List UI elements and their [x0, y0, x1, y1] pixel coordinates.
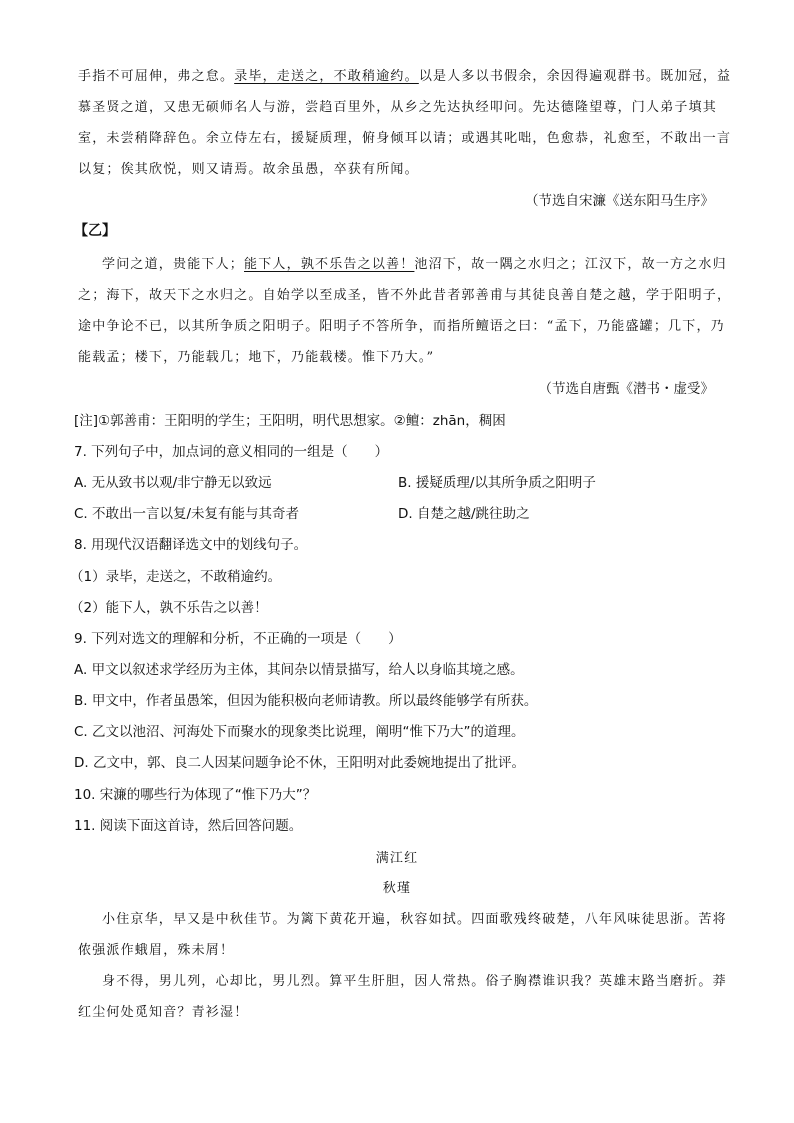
yi-line-1-post: 池沼下，故一隅之水归之；江汉下，故一方之水归 — [414, 257, 727, 272]
poem-title: 满江红 — [375, 851, 419, 866]
question-8-stem: 8. 用现代汉语翻译选文中的划线句子。 — [74, 537, 308, 553]
jia-line-1-post: 以是人多以书假余，余因得遍观群书。既加冠，益 — [418, 69, 732, 84]
question-8-item-2: （2）能下人，孰不乐告之以善！ — [70, 600, 268, 616]
question-7-option-c: C. 不敢出一言以复/未复有能与其奇者 — [74, 506, 300, 522]
poem-line-3: 身不得，男儿列，心却比，男儿烈。算平生肝胆，因人常热。俗子胸襟谁识我？英雄末路当磨折。莽 — [102, 974, 727, 989]
question-9-option-a: A. 甲文以叙述求学经历为主体，其间杂以情景描写，给人以身临其境之感。 — [74, 662, 524, 678]
yi-line-2: 之；海下，故天下之水归之。自始学以至成圣，皆不外此昔者郭善甫与其徒良善自楚之越，学于阳明子， — [78, 288, 732, 303]
yi-line-4: 能载孟；楼下，乃能载几；地下，乃能载楼。惟下乃大。” — [78, 350, 435, 365]
yi-source: （节选自唐甄《潜书・虚受》 — [538, 381, 714, 397]
question-7-option-a: A. 无从致书以观/非宁静无以致远 — [74, 475, 272, 491]
jia-source: （节选自宋濂《送东阳马生序》 — [525, 193, 714, 209]
annotation-note: [注]①郭善甫：王阳明的学生；王阳明，明代思想家。②鳣：zhān，稠困 — [74, 413, 506, 429]
question-9-stem: 9. 下列对选文的理解和分析，不正确的一项是（ ） — [74, 631, 402, 647]
yi-line-1-pre: 学问之道，贵能下人； — [102, 257, 245, 272]
question-7-stem: 7. 下列句子中，加点词的意义相同的一组是（ ） — [74, 444, 389, 460]
jia-underlined-sentence: 录毕，走送之，不敢稍逾约。 — [234, 69, 419, 84]
jia-line-1 — [78, 68, 731, 86]
yi-line-3: 途中争论不已，以其所争质之阳明子。阳明子不答所争，而指所鳣语之曰：“孟下，乃能盛罐；几下，乃 — [78, 319, 725, 334]
question-10: 10. 宋濂的哪些行为体现了“惟下乃大”？ — [74, 787, 317, 803]
jia-line-2: 慕圣贤之道，又患无硕师名人与游，尝趋百里外，从乡之先达执经叩问。先达德隆望尊，门人弟子填其 — [78, 100, 718, 115]
yi-line-1 — [102, 256, 727, 274]
poem-author: 秋瑾 — [382, 881, 412, 896]
jia-line-4: 以复；俟其欣悦，则又请焉。故余虽愚，卒获有所闻。 — [78, 162, 419, 177]
question-9-option-c: C. 乙文以池沼、河海处下而聚水的现象类比说理，阐明“惟下乃大”的道理。 — [74, 724, 525, 740]
question-7-option-b: B. 援疑质理/以其所争质之阳明子 — [398, 475, 596, 491]
poem-line-4: 红尘何处觅知音？青衫湿！ — [78, 1005, 249, 1020]
question-8-item-1: （1）录毕，走送之，不敢稍逾约。 — [70, 569, 282, 585]
jia-line-1-pre: 手指不可屈伸，弗之怠。 — [78, 69, 235, 84]
question-9-option-b: B. 甲文中，作者虽愚笨，但因为能积极向老师请教。所以最终能够学有所获。 — [74, 693, 538, 709]
poem-line-1: 小住京华，早又是中秋佳节。为篱下黄花开遍，秋容如拭。四面歌残终破楚，八年风味徒思浙。苦将 — [102, 912, 727, 927]
yi-underlined-sentence: 能下人，孰不乐告之以善！ — [244, 257, 415, 272]
jia-line-3: 室，未尝稍降辞色。余立侍左右，援疑质理，俯身倾耳以请；或遇其叱咄，色愈恭，礼愈至，不敢出一言 — [78, 131, 732, 146]
poem-line-2: 侬强派作蛾眉，殊未屑！ — [78, 943, 235, 958]
yi-heading: 【乙】 — [74, 223, 116, 239]
question-7-option-d: D. 自楚之越/跳往助之 — [398, 506, 530, 522]
question-9-option-d: D. 乙文中，郭、良二人因某问题争论不休，王阳明对此委婉地提出了批评。 — [74, 755, 525, 771]
question-11-stem: 11. 阅读下面这首诗，然后回答问题。 — [74, 818, 303, 834]
